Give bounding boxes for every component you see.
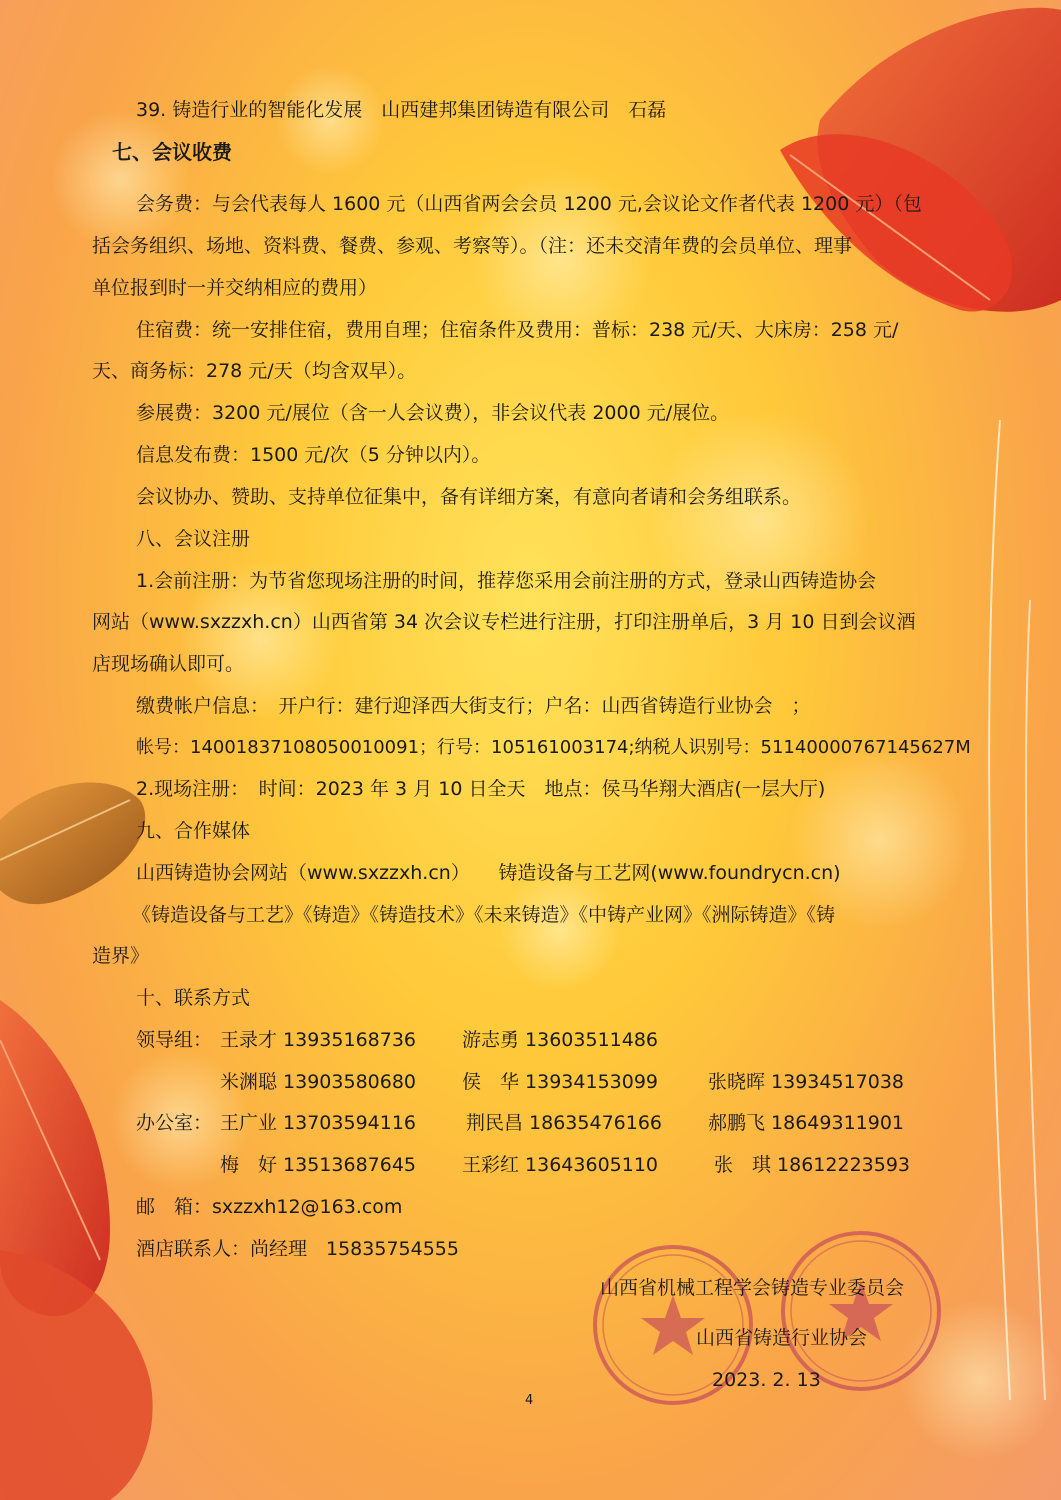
fee-line-2: 括会务组织、场地、资料费、餐费、参观、考察等）。（注：还未交清年费的会员单位、理事 [92,235,853,257]
media-sites: 山西铸造协会网站（www.sxzzxh.cn） 铸造设备与工艺网(www.foundrycn.cn) [136,862,841,884]
account-number: 帐号：14001837108050010091；行号：105161003174;纳税人识别号：51140000767145627M [136,737,971,758]
office-contact: 郝鹏飞 18649311901 [708,1112,905,1134]
journals-line-1: 《铸造设备与工艺》《铸造》《铸造技术》《未来铸造》《中铸产业网》《洲际铸造》《铸 [132,904,836,926]
leader-label: 领导组： [136,1029,213,1051]
pre-register-line-2: 网站（www.sxzzxh.cn）山西省第 34 次会议专栏进行注册，打印注册单后，3 月 10 日到会议酒 [92,611,916,633]
office-contact: 梅 好 13513687645 [220,1154,417,1176]
leader-contact: 米渊聪 13903580680 [220,1071,417,1093]
leader-contact: 王录才 13935168736 [220,1029,417,1051]
leader-contact: 张晓晖 13934517038 [708,1071,905,1093]
info-fee: 信息发布费：1500 元/次（5 分钟以内）。 [136,444,491,466]
item-39: 39. 铸造行业的智能化发展 山西建邦集团铸造有限公司 石磊 [136,99,667,121]
signature-org-2: 山西省铸造行业协会 [696,1327,868,1349]
office-label: 办公室： [136,1112,213,1134]
signature-org-1: 山西省机械工程学会铸造专业委员会 [600,1277,905,1299]
office-contact: 王彩红 13643605110 [462,1154,659,1176]
pre-register-line-3: 店现场确认即可。 [92,653,245,675]
office-contact: 张 琪 18612223593 [714,1154,911,1176]
exhibit-fee: 参展费：3200 元/展位（含一人会议费），非会议代表 2000 元/展位。 [136,402,730,424]
section-9-title: 九、合作媒体 [136,820,251,842]
email: 邮 箱：sxzzxh12@163.com [136,1196,403,1218]
journals-line-2: 造界》 [92,945,150,967]
lodging-line-2: 天、商务标：278 元/天（均含双早）。 [92,360,417,382]
pre-register-line-1: 1.会前注册：为节省您现场注册的时间，推荐您采用会前注册的方式，登录山西铸造协会 [136,570,877,592]
section-7-title: 七、会议收费 [112,140,232,164]
lodging-line-1: 住宿费：统一安排住宿，费用自理；住宿条件及费用：普标：238 元/天、大床房：258 元/ [136,319,899,341]
office-contact: 荆民昌 18635476166 [466,1112,663,1134]
hotel-contact: 酒店联系人：尚经理 15835754555 [136,1238,459,1260]
page-number: 4 [525,1393,534,1408]
signature-date: 2023. 2. 13 [712,1369,821,1391]
leader-contact: 侯 华 13934153099 [462,1071,659,1093]
fee-line-3: 单位报到时一并交纳相应的费用） [92,277,378,299]
section-8-title: 八、会议注册 [136,528,251,550]
account-info: 缴费帐户信息： 开户行：建行迎泽西大街支行；户名：山西省铸造行业协会 ； [136,695,811,717]
office-contact: 王广业 13703594116 [220,1112,417,1134]
sponsor-note: 会议协办、赞助、支持单位征集中，备有详细方案，有意向者请和会务组联系。 [136,486,802,508]
onsite-register: 2.现场注册： 时间：2023 年 3 月 10 日全天 地点：侯马华翔大酒店(一层大厅) [136,778,826,800]
section-10-title: 十、联系方式 [136,987,251,1009]
fee-line-1: 会务费：与会代表每人 1600 元（山西省两会会员 1200 元,会议论文作者代表 1200 元）（包 [136,193,922,215]
leader-contact: 游志勇 13603511486 [462,1029,659,1051]
